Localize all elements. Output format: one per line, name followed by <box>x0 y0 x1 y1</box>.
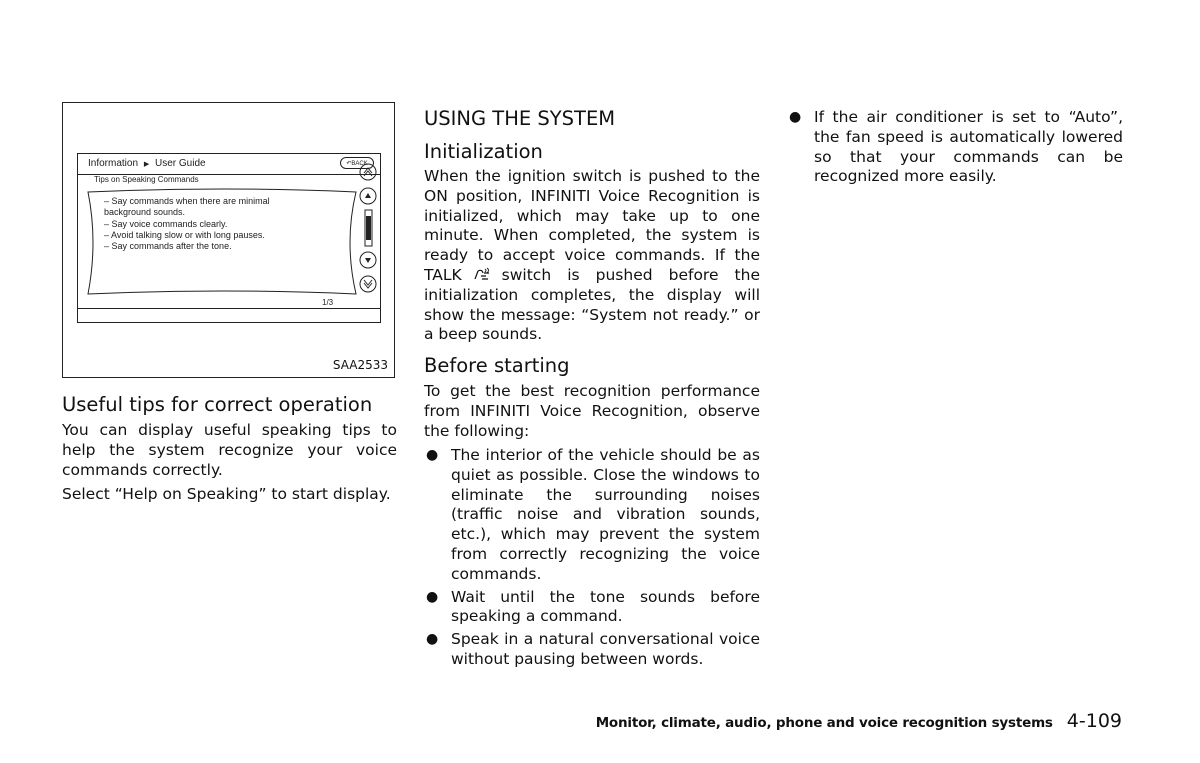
breadcrumb-item-user-guide: User Guide <box>154 158 206 169</box>
help-on-speaking-paragraph: Select “Help on Speaking” to start display. <box>62 485 391 503</box>
breadcrumb-arrow-icon: ▶ <box>143 161 150 168</box>
bullet-dot-icon: ● <box>426 588 439 605</box>
subsection-title-initialization: Initialization <box>424 140 543 163</box>
scroll-up-icon[interactable] <box>360 188 376 204</box>
footer-section-title: Monitor, climate, audio, phone and voice recognition systems <box>595 715 1053 731</box>
list-item <box>424 588 760 628</box>
breadcrumb-item-information: Information <box>88 158 139 169</box>
list-item <box>424 630 760 670</box>
page-up-icon[interactable] <box>360 164 376 180</box>
tips-text <box>104 196 334 252</box>
list-item-text: The interior of the vehicle should be as quiet as possible. Close the windows to eliminate the surrounding noises (traffic noise and vibration sounds, etc.), which may prevent the system from correctly recognizing the voice commands. <box>451 446 760 583</box>
list-item-text: If the air conditioner is set to “Auto”, the fan speed is automatically lowered so that your commands can be recognized more easily. <box>814 108 1123 186</box>
page-indicator: 1/3 <box>322 298 334 307</box>
air-conditioner-list <box>787 108 1123 190</box>
useful-tips-paragraph: You can display useful speaking tips to help the system recognize your voice commands correctly. <box>62 421 397 479</box>
tip-line: – Say voice commands clearly. <box>104 218 228 229</box>
back-button-label: BACK <box>351 161 368 167</box>
bullet-dot-icon: ● <box>426 447 439 463</box>
display-screen <box>77 153 381 323</box>
talk-switch-icon <box>472 267 494 281</box>
tip-line: background sounds. <box>104 207 186 218</box>
list-item-text: Speak in a natural conversational voice without pausing between words. <box>451 630 760 668</box>
initialization-text-start: When the ignition switch is pushed to the ON position, INFINITI Voice Recognition is initialized, which may take up to one minute. When completed, the system is ready to accept voice commands. If the TALK <box>424 167 760 284</box>
list-item <box>424 446 760 585</box>
before-starting-list <box>424 446 760 673</box>
bullet-dot-icon: ● <box>789 109 802 125</box>
tip-line: – Avoid talking slow or with long pauses. <box>104 229 265 240</box>
subsection-title-before-starting: Before starting <box>424 354 570 377</box>
screen-divider <box>78 308 380 309</box>
before-starting-intro: To get the best recognition performance from INFINITI Voice Recognition, observe the following: <box>424 382 760 440</box>
page-down-icon[interactable] <box>360 276 376 292</box>
list-item <box>787 108 1123 187</box>
tip-line: – Say commands when there are minimal <box>104 196 270 206</box>
tip-line: – Say commands after the tone. <box>104 241 232 252</box>
section-title-useful-tips: Useful tips for correct operation <box>62 393 373 416</box>
breadcrumb <box>88 158 206 169</box>
screen-subtitle: Tips on Speaking Commands <box>94 175 199 184</box>
scrollbar-thumb[interactable] <box>365 210 372 246</box>
bullet-dot-icon: ● <box>426 631 439 648</box>
list-item-text: Wait until the tone sounds before speaking a command. <box>451 587 760 626</box>
initialization-text-end: switch is pushed before the initialization completes, the display will show the message: “System not ready.” or a beep sounds. <box>424 265 760 344</box>
page-footer <box>596 710 1122 732</box>
section-title-using-system: USING THE SYSTEM <box>424 107 616 130</box>
page-number: 4-109 <box>1066 710 1122 732</box>
scroll-controls <box>356 162 378 302</box>
back-arrow-icon: ↶ <box>346 161 352 167</box>
scroll-down-icon[interactable] <box>360 252 376 268</box>
figure-voice-help-screen <box>62 102 395 378</box>
screen-header <box>78 154 380 175</box>
initialization-paragraph <box>424 167 760 345</box>
figure-code: SAA2533 <box>332 358 388 372</box>
